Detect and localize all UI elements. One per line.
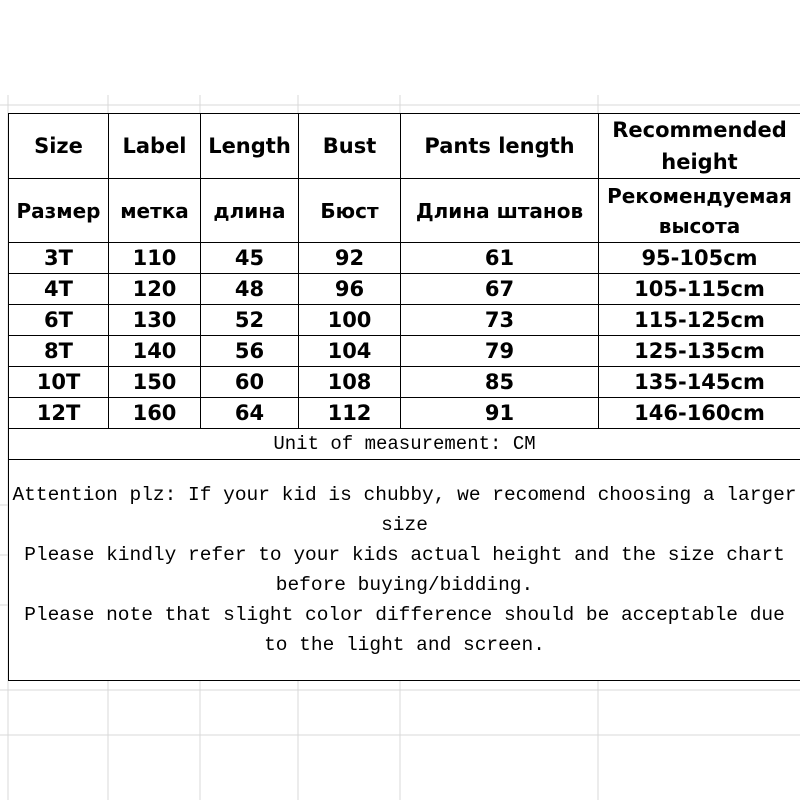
table-row [9, 367, 800, 398]
cell-recommended-height: 146-160cm [599, 398, 800, 429]
header-pants-length: Pants length [401, 114, 599, 179]
cell-bust: 112 [299, 398, 401, 429]
header-pants-length-ru: Длина штанов [401, 179, 599, 243]
table-row [9, 336, 800, 367]
cell-length: 60 [201, 367, 299, 398]
cell-label: 130 [109, 305, 201, 336]
cell-pants-length: 67 [401, 274, 599, 305]
cell-length: 56 [201, 336, 299, 367]
cell-size: 8T [9, 336, 109, 367]
cell-recommended-height: 125-135cm [599, 336, 800, 367]
cell-size: 6T [9, 305, 109, 336]
cell-recommended-height: 105-115cm [599, 274, 800, 305]
header-label-ru: метка [109, 179, 201, 243]
table-row [9, 305, 800, 336]
header-length: Length [201, 114, 299, 179]
table-row [9, 274, 800, 305]
cell-label: 110 [109, 243, 201, 274]
header-length-ru: длина [201, 179, 299, 243]
cell-pants-length: 91 [401, 398, 599, 429]
header-recommended-height: Recommended height [599, 114, 800, 179]
unit-row [9, 429, 800, 460]
unit-of-measurement: Unit of measurement: CM [9, 429, 800, 460]
note-chubby: Attention plz: If your kid is chubby, we recomend choosing a larger size [12, 484, 797, 536]
cell-bust: 92 [299, 243, 401, 274]
cell-label: 160 [109, 398, 201, 429]
header-row-russian [9, 179, 800, 243]
header-bust: Bust [299, 114, 401, 179]
header-bust-ru: Бюст [299, 179, 401, 243]
cell-size: 10T [9, 367, 109, 398]
cell-length: 64 [201, 398, 299, 429]
header-recommended-height-ru: Рекомендуемая высота [599, 179, 800, 243]
cell-pants-length: 79 [401, 336, 599, 367]
cell-label: 140 [109, 336, 201, 367]
cell-label: 120 [109, 274, 201, 305]
cell-bust: 100 [299, 305, 401, 336]
note-refer-height: Please kindly refer to your kids actual height and the size chart before buying/bidding. [24, 544, 785, 596]
note-color-difference: Please note that slight color difference should be acceptable due to the light and screen. [24, 604, 785, 656]
size-chart-sheet [8, 113, 800, 683]
cell-label: 150 [109, 367, 201, 398]
cell-bust: 108 [299, 367, 401, 398]
cell-length: 52 [201, 305, 299, 336]
header-size: Size [9, 114, 109, 179]
cell-length: 45 [201, 243, 299, 274]
table-row [9, 243, 800, 274]
header-size-ru: Размер [9, 179, 109, 243]
table-row [9, 398, 800, 429]
cell-pants-length: 61 [401, 243, 599, 274]
size-chart-table [8, 113, 800, 681]
cell-recommended-height: 95-105cm [599, 243, 800, 274]
cell-pants-length: 73 [401, 305, 599, 336]
cell-size: 12T [9, 398, 109, 429]
cell-length: 48 [201, 274, 299, 305]
cell-size: 4T [9, 274, 109, 305]
cell-bust: 96 [299, 274, 401, 305]
cell-size: 3T [9, 243, 109, 274]
cell-bust: 104 [299, 336, 401, 367]
cell-recommended-height: 115-125cm [599, 305, 800, 336]
notes-cell [9, 460, 800, 681]
cell-pants-length: 85 [401, 367, 599, 398]
header-label: Label [109, 114, 201, 179]
notes-row [9, 460, 800, 681]
header-row-english [9, 114, 800, 179]
cell-recommended-height: 135-145cm [599, 367, 800, 398]
